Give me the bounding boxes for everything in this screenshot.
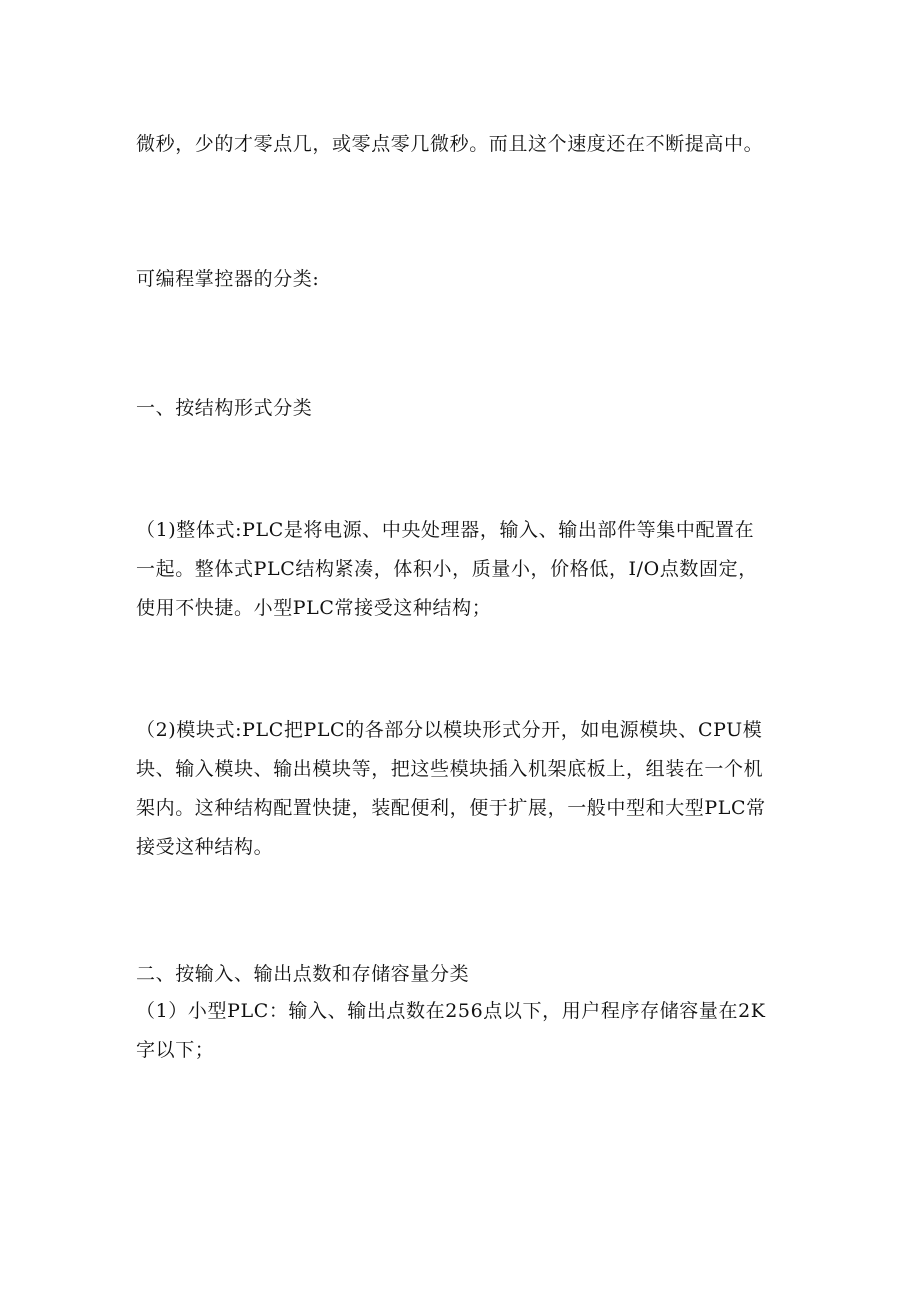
paragraph-speed-line: 微秒，少的才零点几，或零点零几微秒。而且这个速度还在不断提高中。	[136, 133, 764, 155]
paragraph-small-plc-line-1: （1）小型PLC：输入、输出点数在256点以下，用户程序存储容量在2K	[136, 1000, 766, 1022]
paragraph-integral-line-1: （1)整体式:PLC是将电源、中央处理器，输入、输出部件等集中配置在	[136, 519, 755, 541]
heading-by-structure: 一、按结构形式分类	[136, 397, 313, 419]
paragraph-modular-line-1: （2)模块式:PLC把PLC的各部分以模块形式分开，如电源模块、CPU模	[136, 719, 763, 741]
paragraph-integral-line-3: 使用不快捷。小型PLC常接受这种结构；	[136, 597, 492, 619]
paragraph-integral-line-2: 一起。整体式PLC结构紧凑，体积小，质量小，价格低，I/O点数固定，	[136, 558, 758, 580]
paragraph-small-plc-line-2: 字以下；	[136, 1039, 215, 1061]
paragraph-modular-line-3: 架内。这种结构配置快捷，装配便利，便于扩展，一般中型和大型PLC常	[136, 797, 766, 819]
heading-by-io-points: 二、按输入、输出点数和存储容量分类	[136, 963, 470, 985]
paragraph-modular-line-4: 接受这种结构。	[136, 836, 274, 858]
paragraph-modular-line-2: 块、输入模块、输出模块等，把这些模块插入机架底板上，组装在一个机	[136, 758, 764, 780]
section-heading-classification: 可编程掌控器的分类:	[136, 268, 320, 290]
